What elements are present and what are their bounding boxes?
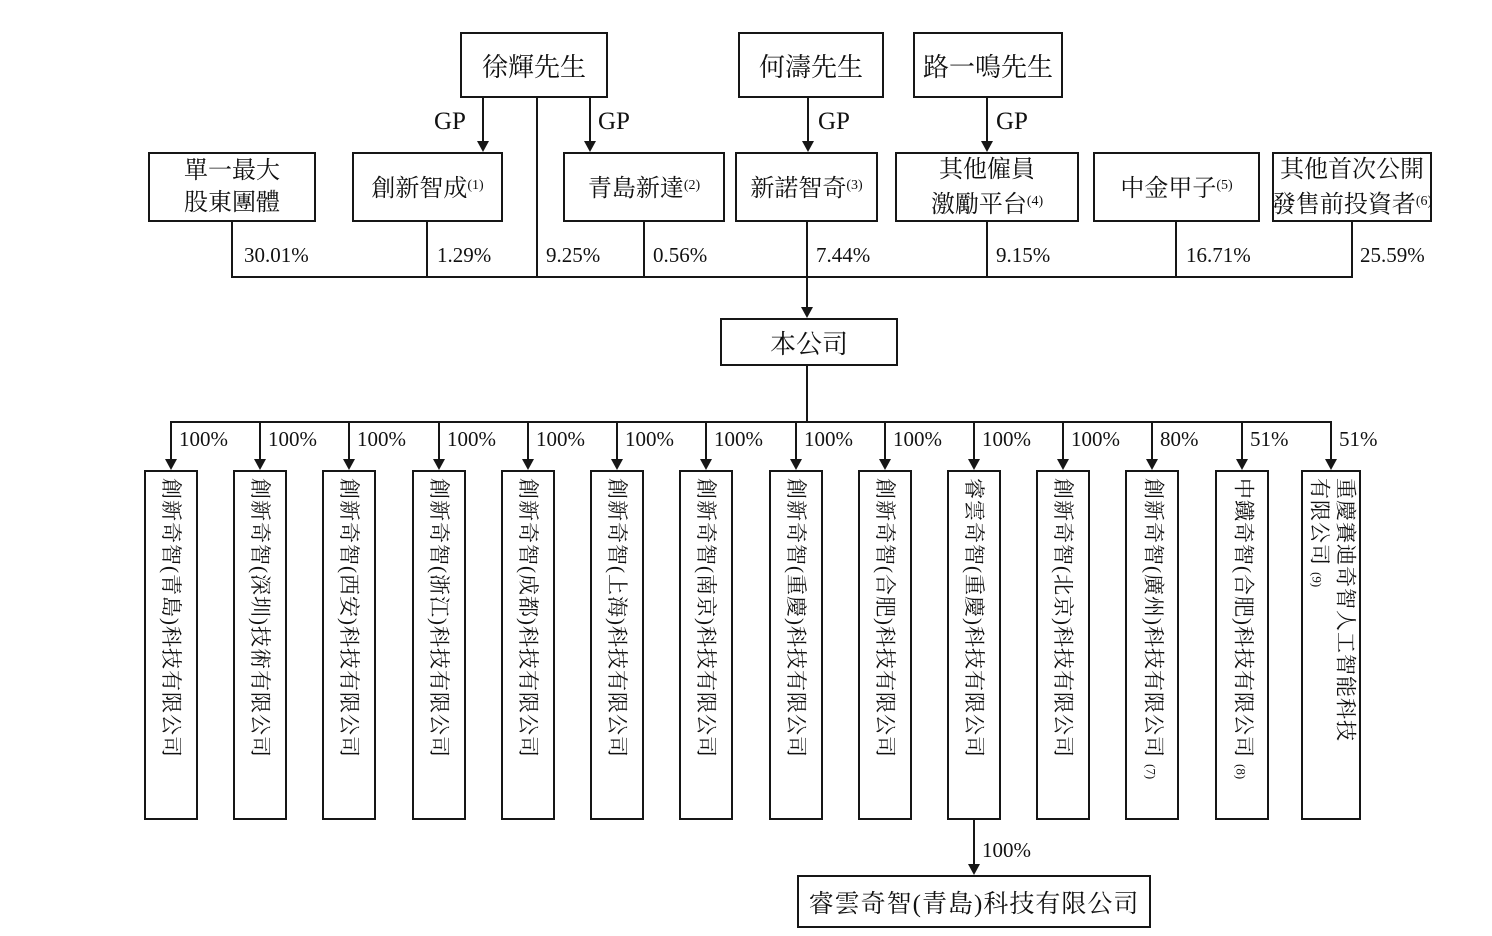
arrowhead-icon [1236, 459, 1248, 470]
percent-label: 100% [625, 427, 674, 451]
connector-line [705, 421, 707, 459]
percent-label: 100% [1071, 427, 1120, 451]
footnote-superscript: (4) [1026, 193, 1044, 209]
connector-line [1062, 421, 1064, 459]
subsidiary-label [515, 478, 541, 812]
person-name: 何濤先生 [758, 52, 863, 82]
box-label-line [1272, 186, 1432, 221]
subsidiary-box [858, 470, 912, 820]
box-label-line [872, 478, 898, 812]
percent-label: 100% [982, 838, 1031, 862]
connector-line [1151, 421, 1153, 459]
subsidiary-box [1301, 470, 1361, 820]
percent-label: 100% [536, 427, 585, 451]
box-label-line [693, 478, 719, 812]
percent-label: 100% [179, 427, 228, 451]
shareholder-label [1120, 170, 1232, 205]
connector-line [348, 421, 350, 459]
subsidiary-box [1215, 470, 1269, 820]
box-label-line [588, 170, 700, 205]
arrowhead-icon [343, 459, 355, 470]
arrowhead-icon [433, 459, 445, 470]
connector-line [884, 421, 886, 459]
box-label-text: 創新奇智(南京)科技有限公司 [694, 478, 718, 758]
box-label-text: 創新奇智(北京)科技有限公司 [1051, 478, 1075, 758]
shareholder-box [148, 152, 316, 222]
box-label-line [247, 478, 273, 812]
box-label-text: 創新奇智(青島)科技有限公司 [159, 478, 183, 758]
box-label-line [783, 478, 809, 812]
subsidiary-box [412, 470, 466, 820]
box-label-text: 創新奇智(成都)科技有限公司 [516, 478, 540, 758]
percent-label: 100% [982, 427, 1031, 451]
shareholder-box [352, 152, 503, 222]
box-label-text: 激勵平台 [930, 191, 1027, 218]
gp-label: GP [996, 108, 1028, 135]
subsidiary-label [1228, 478, 1257, 812]
connector-line [986, 222, 988, 278]
box-label-text: 創新奇智(西安)科技有限公司 [337, 478, 361, 758]
shareholder-label [588, 170, 700, 205]
subsidiary-label [872, 478, 898, 812]
arrowhead-icon [981, 141, 993, 152]
percent-label: 100% [804, 427, 853, 451]
subsidiary-label [693, 478, 719, 812]
arrowhead-icon [968, 864, 980, 875]
connector-line [616, 421, 618, 459]
box-label-line [184, 187, 280, 219]
box-label-line [515, 478, 541, 812]
subsidiary-box [322, 470, 376, 820]
bus-line [231, 276, 1353, 278]
arrowhead-icon [522, 459, 534, 470]
box-label-text: 其他首次公開 [1280, 156, 1424, 183]
box-label-line [1272, 154, 1432, 186]
connector-line [438, 421, 440, 459]
footnote-superscript: (7) [1143, 764, 1159, 780]
gp-label: GP [818, 108, 850, 135]
percent-label: 1.29% [437, 243, 492, 267]
arrowhead-icon [968, 459, 980, 470]
shareholder-box [895, 152, 1079, 222]
arrowhead-icon [254, 459, 266, 470]
shareholder-label [931, 154, 1043, 221]
arrowhead-icon [790, 459, 802, 470]
box-label-text: 創新智成 [371, 175, 468, 202]
connector-line [806, 276, 808, 308]
box-label-line [336, 478, 362, 812]
box-label-line [1120, 170, 1232, 205]
footnote-superscript: (2) [683, 177, 701, 193]
percent-label: 25.59% [1360, 243, 1425, 267]
box-label-text: 股東團體 [184, 190, 280, 216]
percent-label: 100% [357, 427, 406, 451]
subsidiary-box [144, 470, 198, 820]
box-label-line [158, 478, 184, 812]
person-name: 徐輝先生 [481, 52, 586, 82]
arrowhead-icon [477, 141, 489, 152]
gp-label: GP [598, 108, 630, 135]
box-label-text: 重慶賽迪奇智人工智能科技 [1333, 478, 1358, 742]
box-label-line [1304, 478, 1333, 812]
box-label-line [604, 478, 630, 812]
box-label-line [1138, 478, 1167, 812]
arrowhead-icon [611, 459, 623, 470]
connector-line [170, 421, 172, 459]
subsidiary-label [604, 478, 630, 812]
footnote-superscript: (1) [467, 177, 484, 193]
connector-line [973, 421, 975, 459]
subsidiary-label [1304, 478, 1359, 812]
connector-line [806, 366, 808, 423]
company-name: 本公司 [769, 329, 848, 359]
box-label-text: 新諾智奇 [750, 175, 847, 202]
subsidiary-label [783, 478, 809, 812]
connector-line [527, 421, 529, 459]
subsidiary-box [1036, 470, 1090, 820]
box-label-text: 創新奇智(合肥)科技有限公司 [873, 478, 897, 758]
arrowhead-icon [1057, 459, 1069, 470]
subsidiary-box [679, 470, 733, 820]
box-label-line [1333, 478, 1359, 812]
connector-line [1351, 222, 1353, 278]
box-label-text: 發售前投資者 [1271, 191, 1416, 218]
footnote-superscript: (5) [1216, 177, 1233, 193]
arrowhead-icon [1325, 459, 1337, 470]
box-label-text: 創新奇智(重慶)科技有限公司 [784, 478, 808, 758]
subsidiary-box [769, 470, 823, 820]
shareholder-box [735, 152, 878, 222]
connector-line [807, 98, 809, 141]
arrowhead-icon [165, 459, 177, 470]
percent-label: 16.71% [1186, 243, 1251, 267]
connector-line [795, 421, 797, 459]
arrowhead-icon [801, 307, 813, 318]
subsidiary-label [1138, 478, 1167, 812]
subsidiary-box [233, 470, 287, 820]
connector-line [426, 222, 428, 278]
bus-line [170, 421, 1332, 423]
footnote-superscript: (3) [846, 177, 863, 193]
connector-line [536, 98, 538, 278]
percent-label: 100% [893, 427, 942, 451]
box-label-line [931, 186, 1043, 221]
box-label-line [426, 478, 452, 812]
connector-line [973, 820, 975, 864]
gp-label: GP [434, 108, 466, 135]
subsidiary-label [1050, 478, 1076, 812]
box-label-text: 單一最大 [184, 158, 280, 184]
percent-label: 51% [1339, 427, 1378, 451]
percent-label: 7.44% [816, 243, 871, 267]
arrowhead-icon [1146, 459, 1158, 470]
percent-label: 80% [1160, 427, 1199, 451]
connector-line [1175, 222, 1177, 278]
footnote-superscript: (8) [1233, 764, 1249, 780]
arrowhead-icon [802, 141, 814, 152]
percent-label: 9.25% [546, 243, 601, 267]
box-label-text: 青島新達 [587, 175, 684, 202]
box-label-line [750, 170, 862, 205]
shareholder-box [563, 152, 725, 222]
second-level-subsidiary-box [797, 875, 1151, 928]
percent-label: 100% [714, 427, 763, 451]
subsidiary-box [501, 470, 555, 820]
box-label-line [184, 155, 280, 187]
shareholder-box [1093, 152, 1260, 222]
person-box-xu-hui [460, 32, 608, 98]
box-label-line [1050, 478, 1076, 812]
percent-label: 9.15% [996, 243, 1051, 267]
connector-line [259, 421, 261, 459]
footnote-superscript: (9) [1309, 572, 1325, 588]
subsidiary-label [158, 478, 184, 812]
percent-label: 30.01% [244, 243, 309, 267]
footnote-superscript: (6) [1415, 193, 1433, 209]
subsidiary-box [947, 470, 1001, 820]
connector-line [482, 98, 484, 141]
connector-line [1330, 421, 1332, 459]
box-label-text: 創新奇智(廣州)科技有限公司 [1141, 478, 1166, 758]
arrowhead-icon [584, 141, 596, 152]
percent-label: 100% [447, 427, 496, 451]
person-name: 路一鳴先生 [922, 52, 1053, 82]
connector-line [986, 98, 988, 141]
box-label-line [931, 154, 1043, 186]
connector-line [231, 222, 233, 278]
percent-label: 51% [1250, 427, 1289, 451]
box-label-text: 創新奇智(上海)科技有限公司 [605, 478, 629, 758]
person-box-he-tao [738, 32, 884, 98]
subsidiary-label [336, 478, 362, 812]
box-label-text: 睿雲奇智(重慶)科技有限公司 [962, 478, 986, 758]
subsidiary-label [247, 478, 273, 812]
box-label-line [1228, 478, 1257, 812]
arrowhead-icon [879, 459, 891, 470]
shareholder-label [1272, 154, 1432, 221]
connector-line [589, 98, 591, 141]
box-label-text: 其他僱員 [938, 156, 1035, 183]
shareholder-label [184, 155, 280, 219]
box-label-text: 創新奇智(深圳)技術有限公司 [248, 478, 272, 758]
second-level-subsidiary-name: 睿雲奇智(青島)科技有限公司 [808, 890, 1140, 918]
box-label-text: 中鐵奇智(合肥)科技有限公司 [1231, 478, 1256, 758]
box-label-text: 中金甲子 [1120, 175, 1217, 202]
subsidiary-box [1125, 470, 1179, 820]
box-label-line [371, 170, 483, 205]
arrowhead-icon [700, 459, 712, 470]
connector-line [643, 222, 645, 278]
box-label-text: 有限公司 [1307, 478, 1332, 566]
connector-line [1241, 421, 1243, 459]
percent-label: 0.56% [653, 243, 708, 267]
shareholder-label [371, 170, 483, 205]
subsidiary-label [961, 478, 987, 812]
connector-line [806, 222, 808, 278]
subsidiary-box [590, 470, 644, 820]
subsidiary-label [426, 478, 452, 812]
percent-label: 100% [268, 427, 317, 451]
shareholder-label [750, 170, 862, 205]
box-label-line [961, 478, 987, 812]
box-label-text: 創新奇智(浙江)科技有限公司 [427, 478, 451, 758]
person-box-lu-yiming [913, 32, 1063, 98]
shareholder-box [1272, 152, 1432, 222]
company-box [720, 318, 898, 366]
